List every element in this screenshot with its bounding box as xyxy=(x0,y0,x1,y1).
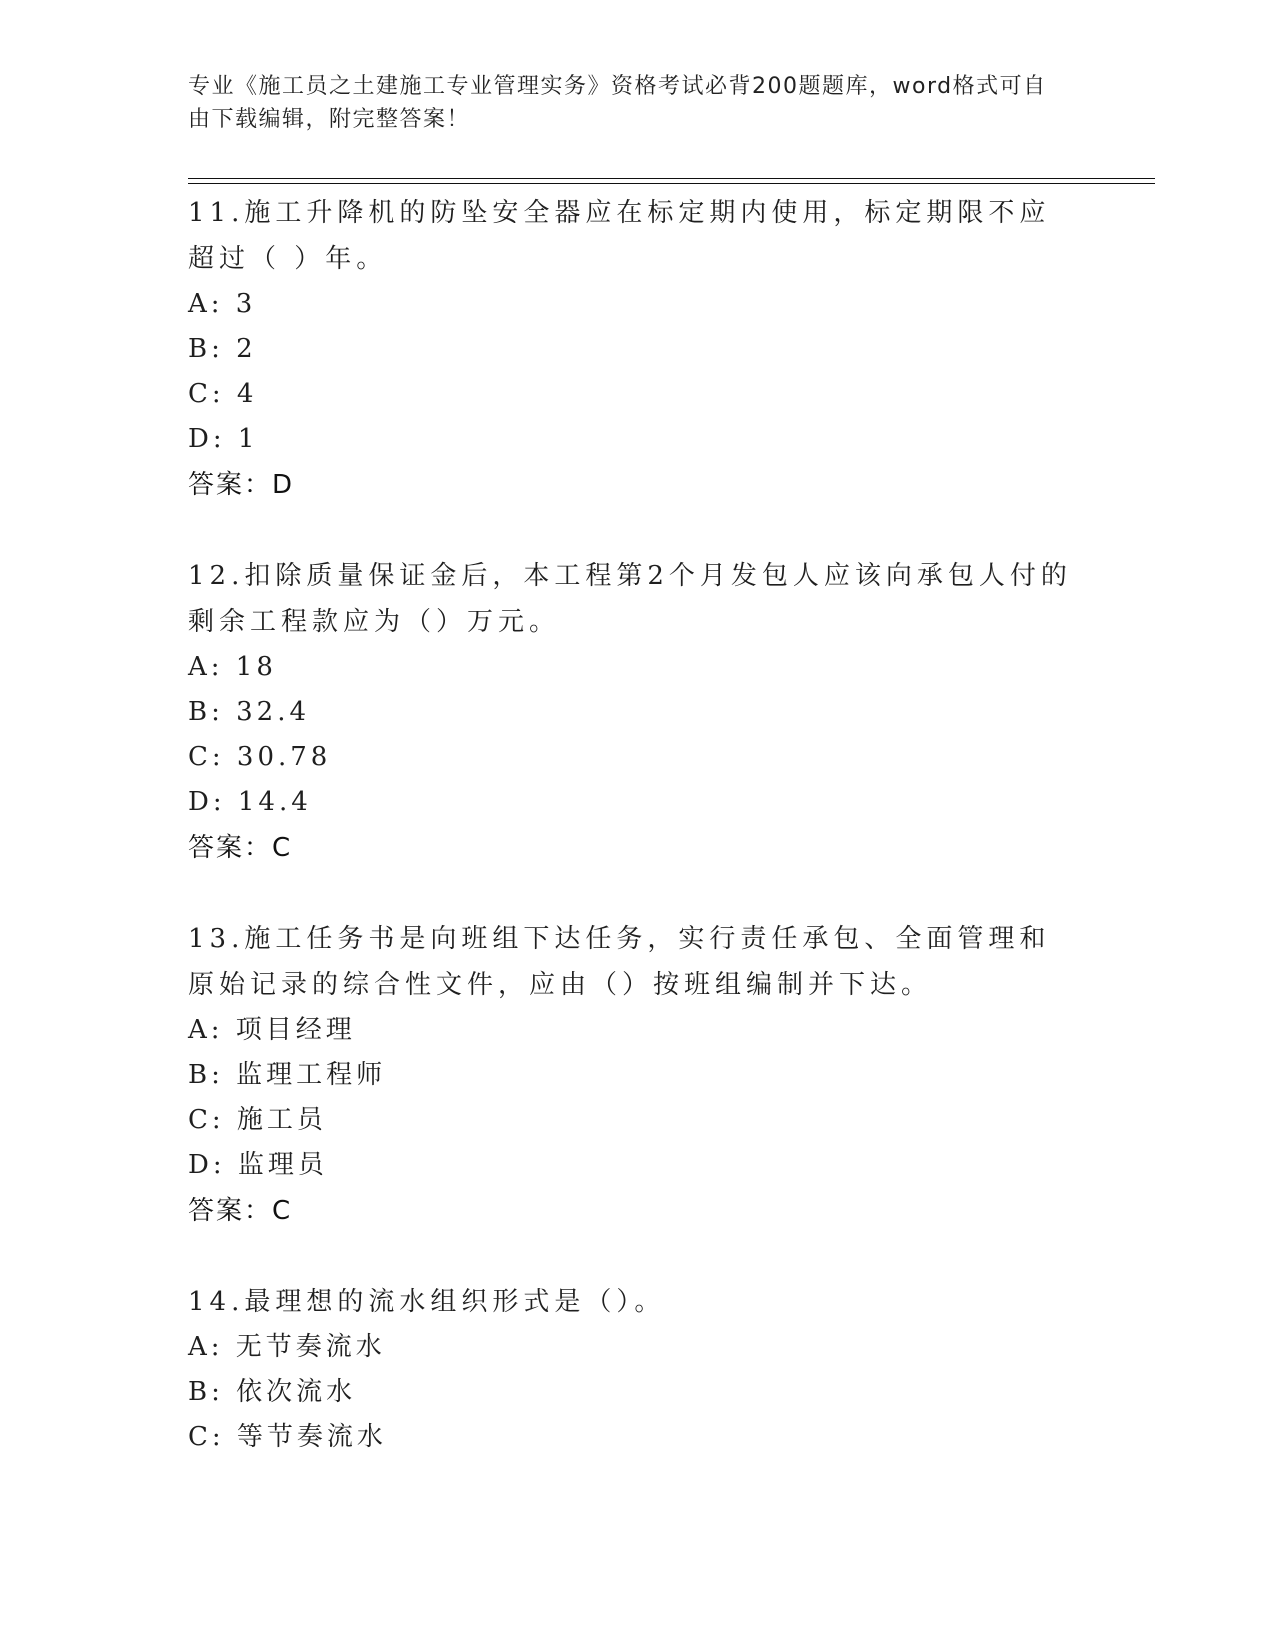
answer-line: 答案：C xyxy=(188,1196,293,1226)
question-11 xyxy=(188,190,1088,508)
option-d: D: 监理员 xyxy=(188,1150,328,1180)
answer-line: 答案：C xyxy=(188,833,293,863)
question-stem: 11.施工升降机的防坠安全器应在标定期内使用，标定期限不应超过（ ）年。 xyxy=(188,198,1051,274)
option-c: C: 30.78 xyxy=(188,742,332,772)
option-d: D: 1 xyxy=(188,424,259,454)
header-divider-top xyxy=(188,178,1155,179)
option-b: B: 32.4 xyxy=(188,697,311,727)
question-13 xyxy=(188,916,1088,1234)
question-stem: 13.施工任务书是向班组下达任务，实行责任承包、全面管理和原始记录的综合性文件，应由（）按班组编制并下达。 xyxy=(188,924,1051,1000)
option-c: C: 4 xyxy=(188,379,258,409)
header-divider-bottom xyxy=(188,183,1155,184)
option-b: B: 2 xyxy=(188,334,257,364)
option-b: B: 依次流水 xyxy=(188,1377,357,1407)
option-c: C: 施工员 xyxy=(188,1105,327,1135)
question-stem: 14.最理想的流水组织形式是（）。 xyxy=(188,1287,666,1317)
option-a: A: 无节奏流水 xyxy=(188,1332,386,1362)
question-stem: 12.扣除质量保证金后，本工程第2个月发包人应该向承包人付的剩余工程款应为（）万元。 xyxy=(188,561,1072,637)
answer-line: 答案：D xyxy=(188,470,295,500)
option-b: B: 监理工程师 xyxy=(188,1060,387,1090)
question-list xyxy=(188,190,1088,1460)
document-header: 专业《施工员之土建施工专业管理实务》资格考试必背200题题库，word格式可自由下载编辑，附完整答案！ xyxy=(188,74,1047,132)
question-14 xyxy=(188,1279,1088,1460)
option-a: A: 项目经理 xyxy=(188,1015,356,1045)
option-a: A: 18 xyxy=(188,652,277,682)
question-12 xyxy=(188,553,1088,871)
option-d: D: 14.4 xyxy=(188,787,312,817)
option-c: C: 等节奏流水 xyxy=(188,1422,387,1452)
option-a: A: 3 xyxy=(188,289,257,319)
